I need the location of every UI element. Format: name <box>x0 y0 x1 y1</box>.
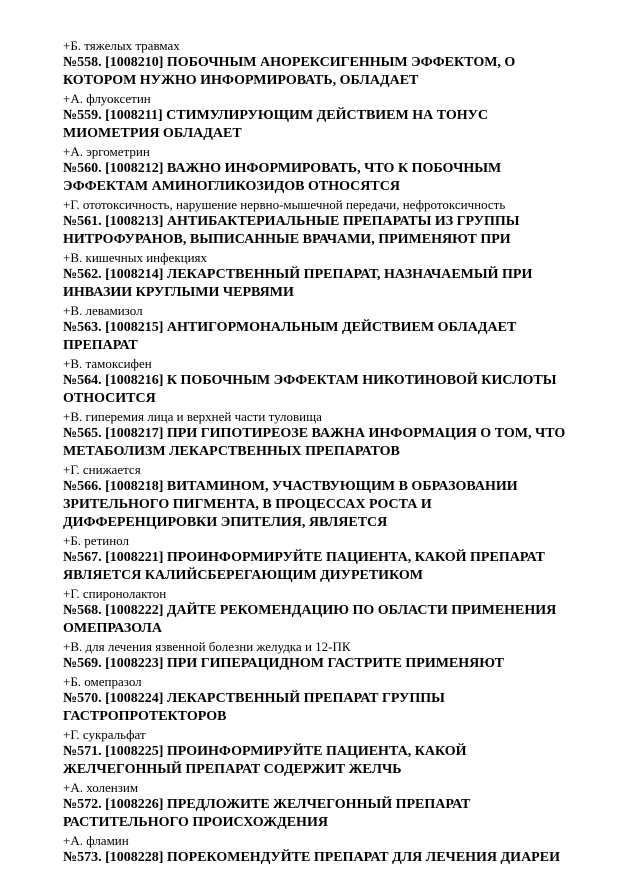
answer-text: +Г. ототоксичность, нарушение нервно-мышечной передачи, нефротоксичность <box>63 197 506 212</box>
question-text: №573. [1008228] ПОРЕКОМЕНДУЙТЕ ПРЕПАРАТ ДЛЯ ЛЕЧЕНИЯ ДИАРЕИ <box>63 850 560 865</box>
question-text: №570. [1008224] ЛЕКАРСТВЕННЫЙ ПРЕПАРАТ ГРУППЫ ГАСТРОПРОТЕКТОРОВ <box>63 691 445 724</box>
question-text: №572. [1008226] ПРЕДЛОЖИТЕ ЖЕЛЧЕГОННЫЙ ПРЕПАРАТ РАСТИТЕЛЬНОГО ПРОИСХОЖДЕНИЯ <box>63 797 471 830</box>
question-text: №564. [1008216] К ПОБОЧНЫМ ЭФФЕКТАМ НИКОТИНОВОЙ КИСЛОТЫ ОТНОСИТСЯ <box>63 373 557 406</box>
question-text: №563. [1008215] АНТИГОРМОНАЛЬНЫМ ДЕЙСТВИЕМ ОБЛАДАЕТ ПРЕПАРАТ <box>63 320 517 353</box>
answer-text: +В. гиперемия лица и верхней части туловища <box>63 409 322 424</box>
answer-text: +А. эргометрин <box>63 144 150 159</box>
question-text: №571. [1008225] ПРОИНФОРМИРУЙТЕ ПАЦИЕНТА, КАКОЙ ЖЕЛЧЕГОННЫЙ ПРЕПАРАТ СОДЕРЖИТ ЖЕЛЧЬ <box>63 744 467 777</box>
question-text: №566. [1008218] ВИТАМИНОМ, УЧАСТВУЮЩИМ В ОБРАЗОВАНИИ ЗРИТЕЛЬНОГО ПИГМЕНТА, В ПРОЦЕССАХ РОСТА И ДИФФЕРЕНЦИРОВКИ ЭПИТЕЛИЯ, ЯВЛЯЕТСЯ <box>63 479 518 530</box>
question-text: №558. [1008210] ПОБОЧНЫМ АНОРЕКСИГЕННЫМ ЭФФЕКТОМ, О КОТОРОМ НУЖНО ИНФОРМИРОВАТЬ, ОБЛАДАЕТ <box>63 55 516 88</box>
answer-text: +Б. омепразол <box>63 674 142 689</box>
answer-text: +Б. ретинол <box>63 533 129 548</box>
question-text: №562. [1008214] ЛЕКАРСТВЕННЫЙ ПРЕПАРАТ, НАЗНАЧАЕМЫЙ ПРИ ИНВАЗИИ КРУГЛЫМИ ЧЕРВЯМИ <box>63 267 533 300</box>
answer-text: +В. для лечения язвенной болезни желудка и 12-ПК <box>63 639 351 654</box>
question-text: №561. [1008213] АНТИБАКТЕРИАЛЬНЫЕ ПРЕПАРАТЫ ИЗ ГРУППЫ НИТРОФУРАНОВ, ВЫПИСАННЫЕ ВРАЧАМИ, ПРИМЕНЯЮТ ПРИ <box>63 214 520 247</box>
answer-text: +В. кишечных инфекциях <box>63 250 208 265</box>
question-text: №567. [1008221] ПРОИНФОРМИРУЙТЕ ПАЦИЕНТА, КАКОЙ ПРЕПАРАТ ЯВЛЯЕТСЯ КАЛИЙСБЕРЕГАЮЩИМ ДИУРЕТИКОМ <box>63 550 545 583</box>
answer-text: +Г. снижается <box>63 462 141 477</box>
question-text: №559. [1008211] СТИМУЛИРУЮЩИМ ДЕЙСТВИЕМ НА ТОНУС МИОМЕТРИЯ ОБЛАДАЕТ <box>63 108 489 141</box>
answer-text: +В. левамизол <box>63 303 143 318</box>
question-list <box>63 37 583 867</box>
answer-text: +Г. спиронолактон <box>63 586 167 601</box>
answer-text: +А. фламин <box>63 833 129 848</box>
question-text: №560. [1008212] ВАЖНО ИНФОРМИРОВАТЬ, ЧТО К ПОБОЧНЫМ ЭФФЕКТАМ АМИНОГЛИКОЗИДОВ ОТНОСЯТСЯ <box>63 161 502 194</box>
answer-text: +А. холензим <box>63 780 139 795</box>
answer-text: +Б. тяжелых травмах <box>63 38 180 53</box>
question-text: №568. [1008222] ДАЙТЕ РЕКОМЕНДАЦИЮ ПО ОБЛАСТИ ПРИМЕНЕНИЯ ОМЕПРАЗОЛА <box>63 603 557 636</box>
question-text: №565. [1008217] ПРИ ГИПОТИРЕОЗЕ ВАЖНА ИНФОРМАЦИЯ О ТОМ, ЧТО МЕТАБОЛИЗМ ЛЕКАРСТВЕННЫХ ПРЕПАРАТОВ <box>63 426 566 459</box>
question-text: №569. [1008223] ПРИ ГИПЕРАЦИДНОМ ГАСТРИТЕ ПРИМЕНЯЮТ <box>63 656 505 671</box>
answer-text: +Г. сукральфат <box>63 727 146 742</box>
answer-text: +А. флуоксетин <box>63 91 151 106</box>
answer-text: +В. тамоксифен <box>63 356 152 371</box>
